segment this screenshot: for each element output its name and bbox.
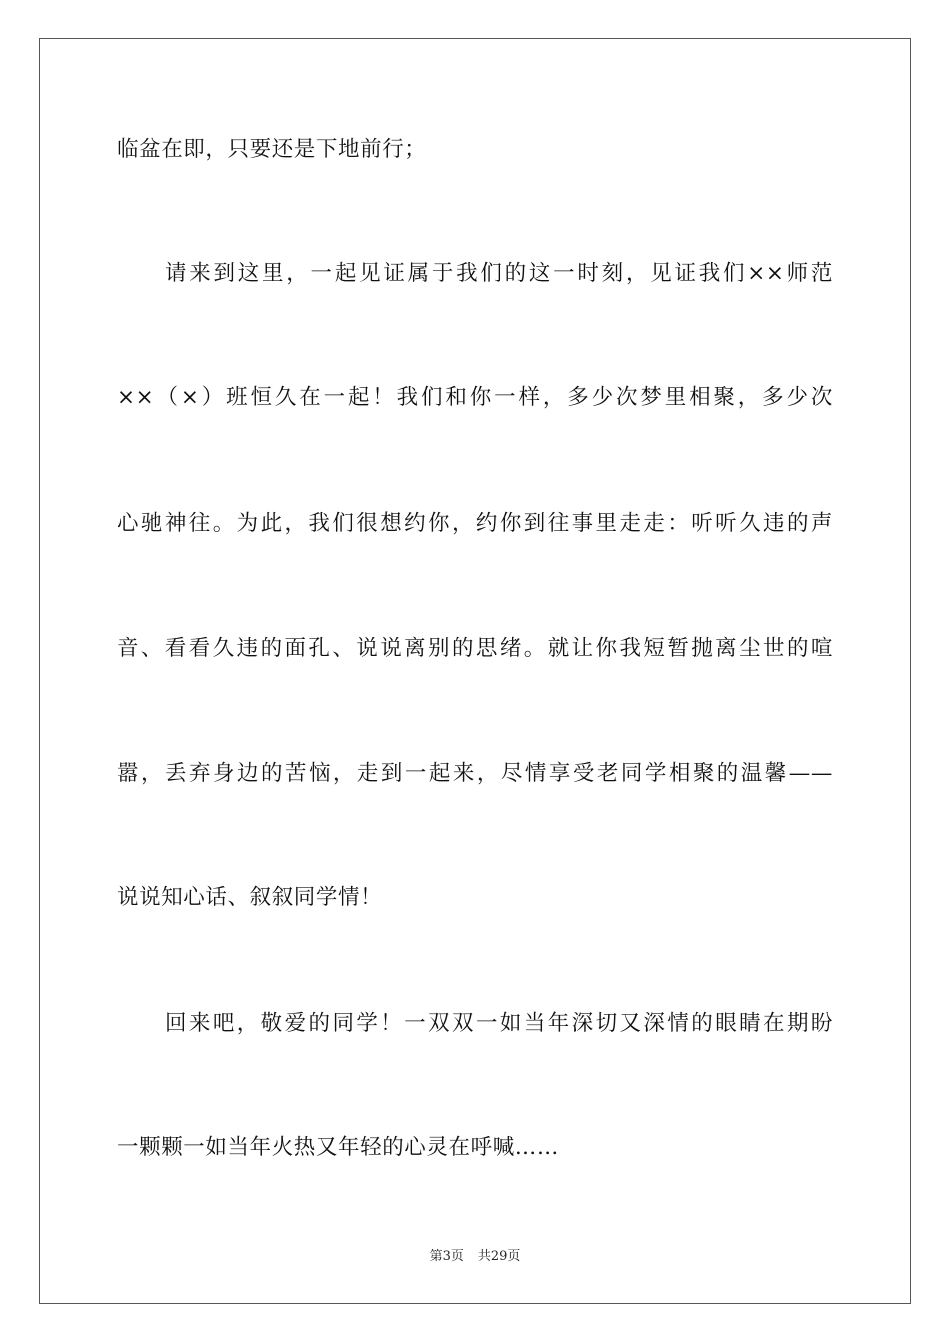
text-line-5: 音、看看久违的面孔、说说离别的思绪。就让你我短暂抛离尘世的喧 [117,636,833,661]
total-pages: 共29页 [477,1249,521,1264]
text-line-6: 嚣，丢弃身边的苦恼，走到一起来，尽情享受老同学相聚的温馨—— [117,761,833,786]
text-line-3: ××（×）班恒久在一起！我们和你一样，多少次梦里相聚，多少次 [117,385,833,410]
page-frame [39,38,911,1304]
text-line-9: 一颗颗一如当年火热又年轻的心灵在呼喊…… [117,1135,560,1160]
text-line-8: 回来吧，敬爱的同学！一双双一如当年深切又深情的眼睛在期盼 [165,1011,833,1036]
text-line-1: 临盆在即，只要还是下地前行； [117,137,427,162]
text-line-4: 心驰神往。为此，我们很想约你，约你到往事里走走：听听久违的声 [117,511,833,536]
page-number: 第3页 [429,1249,464,1264]
page-footer [0,1248,950,1266]
text-line-2: 请来到这里，一起见证属于我们的这一时刻，见证我们××师范 [165,261,833,286]
text-line-7: 说说知心话、叙叙同学情！ [117,885,383,910]
